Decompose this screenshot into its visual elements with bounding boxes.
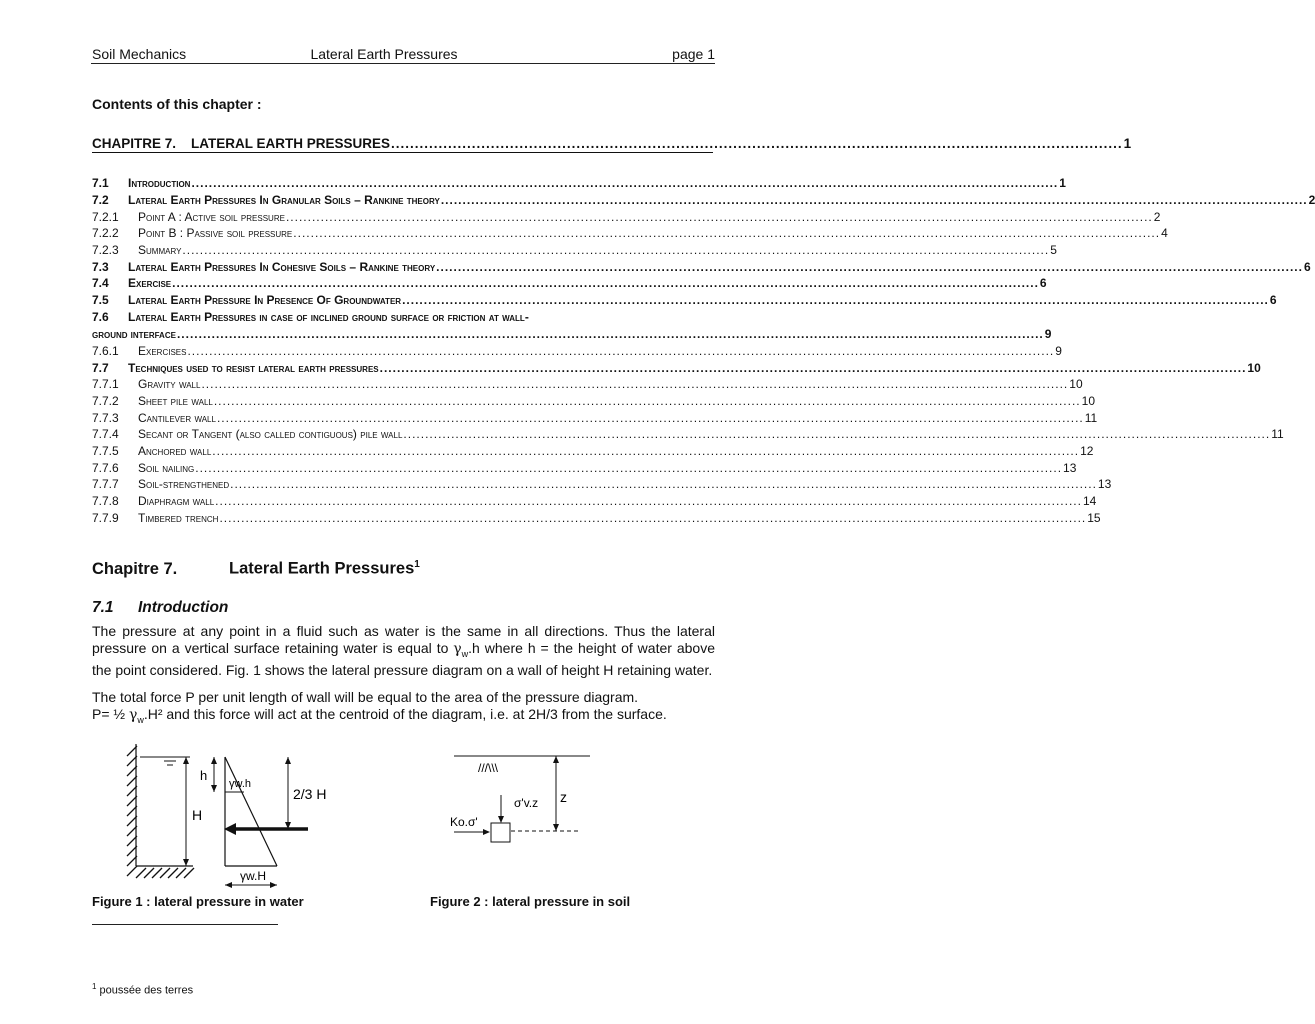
toc-entry[interactable]: 7.7.9 Timbered trench ........................................................................................................................................................................................................ 15 — [92, 511, 1101, 525]
toc-entry-title: Summary — [138, 243, 182, 257]
fig1-gamma-h-label: γw.h — [229, 778, 252, 790]
section-number: 7.1 — [92, 599, 114, 616]
section-title: Introduction — [138, 599, 229, 616]
toc-entry-page: 11 — [1084, 411, 1098, 425]
toc-entry-page: 13 — [1097, 477, 1112, 491]
fig1-h-label: h — [200, 768, 208, 783]
header-center: Lateral Earth Pressures — [310, 46, 458, 62]
toc-entry-number: 7.7.5 — [92, 444, 119, 458]
toc-entry-title: Techniques used to resist lateral earth pressures — [128, 361, 379, 375]
paragraph-3: P= ½ $\gamma_w.H^2$ and this force will act at the centroid of the diagram, i.e. at 2H/3 from the surface. — [92, 706, 667, 725]
toc-entry[interactable]: 7.7.2 Sheet pile wall ........................................................................................................................................................................................................ 10 — [92, 394, 1095, 408]
chapter-heading — [92, 559, 420, 579]
toc-entry[interactable]: 7.1 Introduction ........................................................................................................................................................................................................ 1 — [92, 176, 1066, 190]
toc-entry-page: 9 — [1044, 327, 1052, 341]
toc-entry-page: 2 — [1153, 210, 1161, 224]
fig1-H-label: H — [192, 807, 203, 823]
toc-entry[interactable]: 7.7.8 Diaphragm wall ........................................................................................................................................................................................................ 14 — [92, 494, 1097, 508]
footnote-text: poussée des terres — [99, 984, 194, 997]
toc-entry-page: 4 — [1161, 226, 1168, 240]
toc-entry-title: Soil nailing — [138, 461, 195, 475]
toc-entry-title: Lateral Earth Pressures in case of inclined ground surface or friction at wall- — [128, 310, 529, 324]
toc-entry-number: 7.3 — [92, 260, 109, 274]
toc-entry[interactable]: 7.7 Techniques used to resist lateral earth pressures ........................................................................................................................................................................................................ 10 — [92, 361, 1261, 375]
toc-entry-number: 7.1 — [92, 176, 109, 190]
toc-entry-number: 7.6 — [92, 310, 109, 324]
toc-entry-page: 14 — [1082, 494, 1097, 508]
toc-entry-title: Soil-strengthened — [138, 477, 230, 491]
toc-entry-title: Exercise — [128, 276, 172, 290]
toc-chapter[interactable]: CHAPITRE 7. LATERAL EARTH PRESSURES .......................................................................................................................................................... 1 — [92, 136, 1132, 151]
toc-entry[interactable]: 7.5 Lateral Earth Pressure In Presence Of Groundwater ........................................................................................................................................................................................................ 6 — [92, 293, 1277, 307]
toc-entry[interactable]: 7.7.5 Anchored wall ........................................................................................................................................................................................................ 12 — [92, 444, 1094, 458]
toc-entry-page: 6 — [1303, 260, 1311, 274]
toc-entry-number: 7.7.9 — [92, 511, 119, 525]
toc-entry-title: ground interface — [92, 329, 176, 341]
toc-chapter-page: 1 — [1123, 136, 1132, 151]
toc-entry[interactable]: 7.4 Exercise ........................................................................................................................................................................................................ 6 — [92, 276, 1047, 290]
toc-entry[interactable]: 7.2.3 Summary ........................................................................................................................................................................................................ 5 — [92, 243, 1057, 257]
figure-1-diagram — [110, 740, 340, 890]
toc-entry-number: 7.2.3 — [92, 243, 119, 257]
toc-entry-number: 7.2 — [92, 193, 109, 207]
toc-entry-page: 6 — [1269, 293, 1277, 307]
toc-entry[interactable]: 7.2 Lateral Earth Pressures In Granular Soils – Rankine theory ........................................................................................................................................................................................................ 2 — [92, 193, 1315, 207]
toc-entry-title: Lateral Earth Pressures In Granular Soils – Rankine theory — [128, 193, 440, 207]
fig1-gamma-H-label: γw.H — [240, 869, 267, 883]
toc-entry-title: Sheet pile wall — [138, 394, 213, 408]
toc-entry-number: 7.5 — [92, 293, 109, 307]
toc-chapter-underline — [92, 152, 713, 153]
section-heading — [92, 599, 228, 617]
toc-entry-page: 12 — [1080, 444, 1094, 458]
toc-entry-page: 10 — [1069, 377, 1083, 391]
toc-entry-page: 2 — [1308, 193, 1315, 207]
header-rule — [91, 63, 715, 64]
toc-entry-number: 7.7.6 — [92, 461, 119, 475]
toc-entry-number: 7.6.1 — [92, 344, 119, 358]
toc-entry-number: 7.7 — [92, 361, 109, 375]
fig2-ground-hatch: ///\\\ — [478, 761, 499, 775]
figure-2-diagram — [440, 745, 600, 855]
toc-entry-title: Cantilever wall — [138, 411, 216, 425]
toc-entry-page: 9 — [1055, 344, 1062, 358]
toc-entry[interactable]: 7.2.1 Point A : Active soil pressure ........................................................................................................................................................................................................ 2 — [92, 210, 1161, 224]
toc-entry-title: Diaphragm wall — [138, 494, 215, 508]
toc-entry[interactable]: 7.7.1 Gravity wall ........................................................................................................................................................................................................ 10 — [92, 377, 1083, 391]
toc-entry[interactable]: ground interface ........................................................................................................................................................................................................ 9 — [92, 327, 1052, 341]
chapter-title: Lateral Earth Pressures — [229, 559, 415, 578]
toc-entry[interactable]: 7.6.1 Exercises ........................................................................................................................................................................................................ 9 — [92, 344, 1062, 358]
toc-entry[interactable]: 7.7.4 Secant or Tangent (also called contiguous) pile wall ........................................................................................................................................................................................................ 11 — [92, 427, 1284, 441]
toc-entry-number: 7.2.1 — [92, 210, 119, 224]
figure-2-caption: Figure 2 : lateral pressure in soil — [430, 894, 631, 909]
figure-1-caption: Figure 1 : lateral pressure in water — [92, 894, 304, 909]
toc-entry-page: 15 — [1087, 511, 1101, 525]
toc-entry-page: 10 — [1081, 394, 1095, 408]
fig1-two-thirds-label: 2/3 H — [293, 786, 327, 802]
toc-entry-title: Point B : Passive soil pressure — [138, 226, 293, 240]
footnote-number: 1 — [92, 982, 97, 991]
toc-entry-title: Point A : Active soil pressure — [138, 210, 285, 224]
toc-entry-title: Gravity wall — [138, 377, 201, 391]
toc-entry-title: Introduction — [128, 176, 191, 190]
toc-entry[interactable]: 7.3 Lateral Earth Pressures In Cohesive Soils – Rankine theory ........................................................................................................................................................................................................ 6 — [92, 260, 1311, 274]
toc-entry-number: 7.7.4 — [92, 427, 119, 441]
toc-entry-page: 10 — [1247, 361, 1261, 375]
paragraph-1: The pressure at any point in a fluid such as water is the same in all directions. Thus the lateral pressure on a vertical surface retaining water is equal to $\gamma_w.h$ where h = the height of water above the point considered. Fig. 1 shows the lateral pressure diagram on a wall of height H retaining water. — [92, 623, 715, 678]
footnote-rule — [92, 924, 278, 925]
footnote-ref[interactable]: 1 — [414, 559, 420, 570]
toc-entry-number: 7.7.1 — [92, 377, 119, 391]
toc-entry-page: 1 — [1059, 176, 1066, 190]
fig2-z-label: z — [560, 789, 567, 805]
toc-entry-number: 7.7.8 — [92, 494, 119, 508]
toc-chapter-label: CHAPITRE 7. LATERAL EARTH PRESSURES — [92, 136, 391, 151]
toc-entry[interactable]: 7.7.7 Soil-strengthened ........................................................................................................................................................................................................ 13 — [92, 477, 1112, 491]
fig2-sigma-label: σ'v.z — [514, 796, 539, 810]
toc-entry-title: Timbered trench — [138, 511, 219, 525]
toc-entry-page: 11 — [1271, 427, 1284, 441]
header-right: page 1 — [672, 46, 715, 62]
paragraph-2: The total force P per unit length of wall will be equal to the area of the pressure diagram. — [92, 689, 639, 705]
footnote — [92, 982, 193, 997]
toc-entry[interactable] — [92, 310, 713, 324]
toc-entry-title: Lateral Earth Pressure In Presence Of Groundwater — [128, 293, 402, 307]
toc-entry-page: 13 — [1063, 461, 1077, 475]
toc-entry-number: 7.7.3 — [92, 411, 119, 425]
chapter-number: Chapitre 7. — [92, 559, 178, 578]
toc-entry-number: 7.7.2 — [92, 394, 119, 408]
toc-entry-number: 7.2.2 — [92, 226, 119, 240]
toc-entry-title: Secant or Tangent (also called contiguous) pile wall — [138, 427, 403, 441]
toc-entry-page: 5 — [1050, 243, 1057, 257]
toc-entry-title: Exercises — [138, 344, 187, 358]
toc-entry-page: 6 — [1039, 276, 1047, 290]
toc-entry-number: 7.7.7 — [92, 477, 119, 491]
toc-entry[interactable]: 7.7.3 Cantilever wall ........................................................................................................................................................................................................ 11 — [92, 411, 1098, 425]
toc-entry-title: Lateral Earth Pressures In Cohesive Soils – Rankine theory — [128, 260, 436, 274]
toc-entry[interactable]: 7.2.2 Point B : Passive soil pressure ........................................................................................................................................................................................................ 4 — [92, 226, 1168, 240]
fig2-ko-label: Ko.σ' — [450, 815, 478, 829]
toc-entry[interactable]: 7.7.6 Soil nailing ........................................................................................................................................................................................................ 13 — [92, 461, 1077, 475]
header-left: Soil Mechanics — [92, 46, 187, 62]
toc-entry-title: Anchored wall — [138, 444, 212, 458]
toc-entry-number: 7.4 — [92, 276, 109, 290]
contents-title: Contents of this chapter : — [92, 96, 262, 112]
